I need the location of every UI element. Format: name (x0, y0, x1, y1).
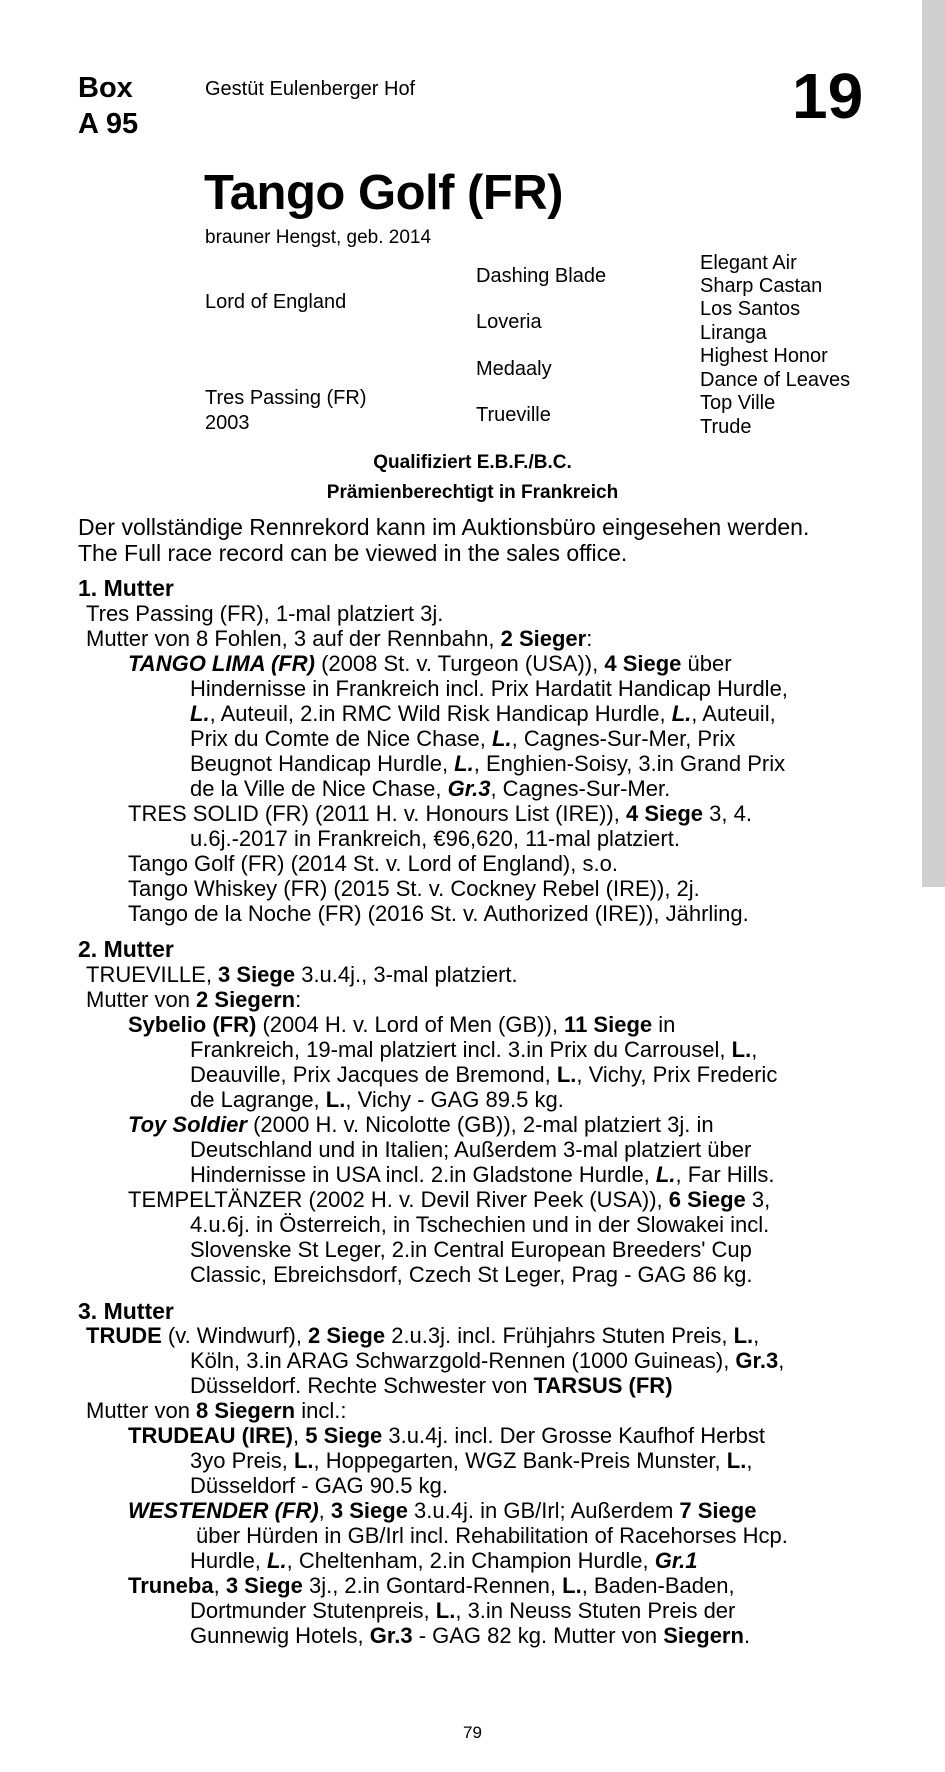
list-item-cont: 4.u.6j. in Österreich, in Tschechien und in der Slowakei incl. (190, 1212, 770, 1237)
list-item: Toy Soldier (2000 H. v. Nicolotte (GB)), 2-mal platziert 3j. in (128, 1112, 714, 1137)
box-line2: A 95 (78, 108, 139, 140)
first-dam-produce: Mutter von 8 Fohlen, 3 auf der Rennbahn, 2 Sieger: (86, 626, 593, 651)
pedigree-dam-year: 2003 (205, 412, 250, 434)
second-dam-produce: Mutter von 2 Siegern: (86, 987, 302, 1012)
pedigree-g3-2: Sharp Castan (700, 275, 823, 297)
list-item-cont: Dortmunder Stutenpreis, L., 3.in Neuss Stuten Preis der (190, 1598, 736, 1623)
list-item-cont: Hindernisse in Frankreich incl. Prix Hardatit Handicap Hurdle, (190, 676, 788, 701)
list-item-cont: Prix du Comte de Nice Chase, L., Cagnes-Sur-Mer, Prix (190, 726, 736, 751)
third-dam-record: TRUDE (v. Windwurf), 2 Siege 2.u.3j. incl. Frühjahrs Stuten Preis, L., (86, 1323, 760, 1348)
list-item: WESTENDER (FR), 3 Siege 3.u.4j. in GB/Irl; Außerdem 7 Siege (128, 1498, 757, 1523)
pedigree-g3-7: Top Ville (700, 392, 776, 414)
list-item-cont: L., Auteuil, 2.in RMC Wild Risk Handicap Hurdle, L., Auteuil, (190, 701, 776, 726)
pedigree-g3-5: Highest Honor (700, 345, 828, 367)
lot-number: 19 (792, 60, 864, 132)
list-item-cont: Deutschland und in Italien; Außerdem 3-mal platziert über (190, 1137, 752, 1162)
premium-note: Prämienberechtigt in Frankreich (326, 482, 619, 503)
list-item-cont: über Hürden in GB/Irl incl. Rehabilitation of Racehorses Hcp. (196, 1523, 788, 1548)
list-item-cont: Gunnewig Hotels, Gr.3 - GAG 82 kg. Mutter von Siegern. (190, 1623, 751, 1648)
qualification: Qualifiziert E.B.F./B.C. (373, 452, 572, 473)
second-dam-record: TRUEVILLE, 3 Siege 3.u.4j., 3-mal platziert. (86, 962, 518, 987)
intro-de: Der vollständige Rennrekord kann im Auktionsbüro eingesehen werden. (78, 514, 810, 540)
pedigree-g3-8: Trude (700, 416, 752, 438)
list-item-cont: de Lagrange, L., Vichy - GAG 89.5 kg. (190, 1087, 564, 1112)
list-item-cont: Beugnot Handicap Hurdle, L., Enghien-Soisy, 3.in Grand Prix (190, 751, 786, 776)
page-number: 79 (463, 1723, 482, 1742)
list-item: Tango Golf (FR) (2014 St. v. Lord of England), s.o. (128, 851, 618, 876)
list-item-cont: Frankreich, 19-mal platziert incl. 3.in Prix du Carrousel, L., (190, 1037, 758, 1062)
list-item: Truneba, 3 Siege 3j., 2.in Gontard-Rennen, L., Baden-Baden, (128, 1573, 735, 1598)
list-item-cont: 3yo Preis, L., Hoppegarten, WGZ Bank-Preis Munster, L., (190, 1448, 753, 1473)
pedigree-g3-3: Los Santos (700, 298, 801, 320)
horse-name: Tango Golf (FR) (204, 166, 563, 220)
first-dam-record: Tres Passing (FR), 1-mal platziert 3j. (86, 601, 444, 626)
list-item-cont: de la Ville de Nice Chase, Gr.3, Cagnes-Sur-Mer. (190, 776, 671, 801)
box-label (78, 70, 138, 142)
section-title-second-dam: 2. Mutter (78, 936, 174, 962)
list-item: Tango Whiskey (FR) (2015 St. v. Cockney Rebel (IRE)), 2j. (128, 876, 700, 901)
pedigree-g2-3: Medaaly (476, 358, 552, 380)
intro-text (78, 514, 809, 566)
list-item-cont: Slovenske St Leger, 2.in Central European Breeders' Cup (190, 1237, 752, 1262)
third-dam-record-cont: Köln, 3.in ARAG Schwarzgold-Rennen (1000 Guineas), Gr.3, (190, 1348, 785, 1373)
section-title-first-dam: 1. Mutter (78, 575, 174, 601)
list-item: Tango de la Noche (FR) (2016 St. v. Authorized (IRE)), Jährling. (128, 901, 749, 926)
list-item-cont: Hindernisse in USA incl. 2.in Gladstone Hurdle, L., Far Hills. (190, 1162, 775, 1187)
list-item: TRUDEAU (IRE), 5 Siege 3.u.4j. incl. Der Grosse Kaufhof Herbst (128, 1423, 766, 1448)
list-item: TANGO LIMA (FR) (2008 St. v. Turgeon (USA)), 4 Siege über (128, 651, 732, 676)
list-item: TEMPELTÄNZER (2002 H. v. Devil River Peek (USA)), 6 Siege 3, (128, 1187, 771, 1212)
pedigree-g2-4: Trueville (476, 404, 551, 426)
list-item-cont: Classic, Ebreichsdorf, Czech St Leger, Prag - GAG 86 kg. (190, 1262, 753, 1287)
intro-en: The Full race record can be viewed in the sales office. (78, 540, 628, 566)
consignor: Gestüt Eulenberger Hof (205, 78, 416, 100)
list-item: TRES SOLID (FR) (2011 H. v. Honours List (IRE)), 4 Siege 3, 4. (128, 801, 752, 826)
list-item-cont: u.6j.-2017 in Frankreich, €96,620, 11-mal platziert. (190, 826, 680, 851)
list-item-cont: Düsseldorf - GAG 90.5 kg. (190, 1473, 448, 1498)
section-title-third-dam: 3. Mutter (78, 1298, 174, 1324)
pedigree-g2-2: Loveria (476, 311, 542, 333)
horse-description: brauner Hengst, geb. 2014 (205, 227, 432, 248)
box-line1: Box (78, 72, 133, 104)
third-dam-record-cont: Düsseldorf. Rechte Schwester von TARSUS (FR) (190, 1373, 673, 1398)
pedigree-g2-1: Dashing Blade (476, 265, 607, 287)
list-item: Sybelio (FR) (2004 H. v. Lord of Men (GB)), 11 Siege in (128, 1012, 676, 1037)
third-dam-produce: Mutter von 8 Siegern incl.: (86, 1398, 347, 1423)
pedigree-sire: Lord of England (205, 291, 347, 313)
list-item-cont: Deauville, Prix Jacques de Bremond, L., Vichy, Prix Frederic (190, 1062, 778, 1087)
list-item-cont: Hurdle, L., Cheltenham, 2.in Champion Hurdle, Gr.1 (190, 1548, 698, 1573)
pedigree-g3-6: Dance of Leaves (700, 369, 851, 391)
pedigree-dam: Tres Passing (FR) (205, 387, 367, 409)
scrollbar[interactable] (922, 0, 945, 887)
pedigree-g3-4: Liranga (700, 322, 767, 344)
pedigree-g3-1: Elegant Air (700, 252, 797, 274)
